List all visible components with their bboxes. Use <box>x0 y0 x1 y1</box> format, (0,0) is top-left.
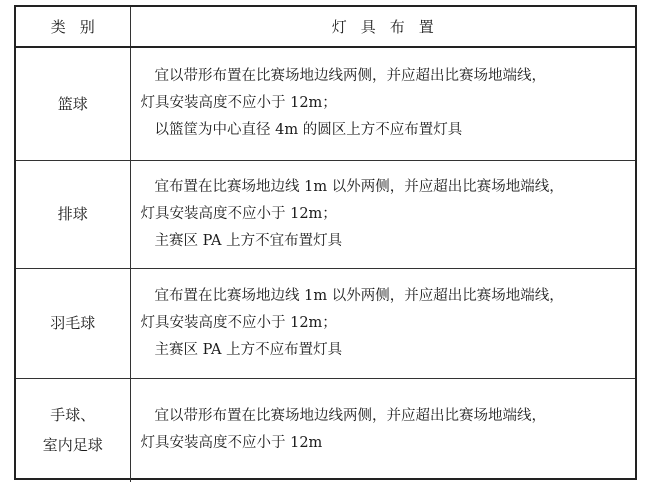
category-cell <box>16 378 130 482</box>
description-line: 灯具安装高度不应小于 12m； <box>140 95 337 112</box>
table-row <box>16 160 635 268</box>
description-line: 灯具安装高度不应小于 12m <box>140 435 323 452</box>
description-line: 宜以带形布置在比赛场地边线两侧，并应超出比赛场地端线， <box>154 68 546 85</box>
header-layout: 灯具布置 <box>130 7 635 47</box>
table-row <box>16 268 635 378</box>
layout-description-cell <box>130 47 635 160</box>
description-line: 宜以带形布置在比赛场地边线两侧，并应超出比赛场地端线， <box>154 408 546 425</box>
category-label: 排球 <box>57 205 88 223</box>
description-line: 灯具安装高度不应小于 12m； <box>140 314 337 331</box>
category-cell <box>16 268 130 378</box>
category-label: 室内足球 <box>42 436 103 455</box>
category-label: 羽毛球 <box>50 314 96 332</box>
category-label: 篮球 <box>57 94 88 113</box>
category-cell <box>16 47 130 160</box>
description-line: 灯具安装高度不应小于 12m； <box>140 205 337 222</box>
description-line: 主赛区 PA 上方不应布置灯具 <box>154 341 343 358</box>
description-line: 宜布置在比赛场地边线 1m 以外两侧，并应超出比赛场地端线， <box>154 178 564 195</box>
description-line: 宜布置在比赛场地边线 1m 以外两侧，并应超出比赛场地端线， <box>154 287 564 304</box>
layout-description-cell <box>130 268 635 378</box>
lighting-layout-table-frame <box>14 5 637 480</box>
category-label: 手球、 <box>50 406 96 425</box>
table-header-row <box>16 7 635 47</box>
layout-description-cell <box>130 160 635 268</box>
table-row <box>16 47 635 160</box>
table-row <box>16 378 635 482</box>
description-line: 主赛区 PA 上方不宜布置灯具 <box>154 232 343 249</box>
lighting-layout-table <box>16 7 635 482</box>
header-category: 类别 <box>16 7 130 47</box>
layout-description-cell <box>130 378 635 482</box>
category-cell <box>16 160 130 268</box>
description-line: 以篮筐为中心直径 4m 的圆区上方不应布置灯具 <box>154 122 463 139</box>
